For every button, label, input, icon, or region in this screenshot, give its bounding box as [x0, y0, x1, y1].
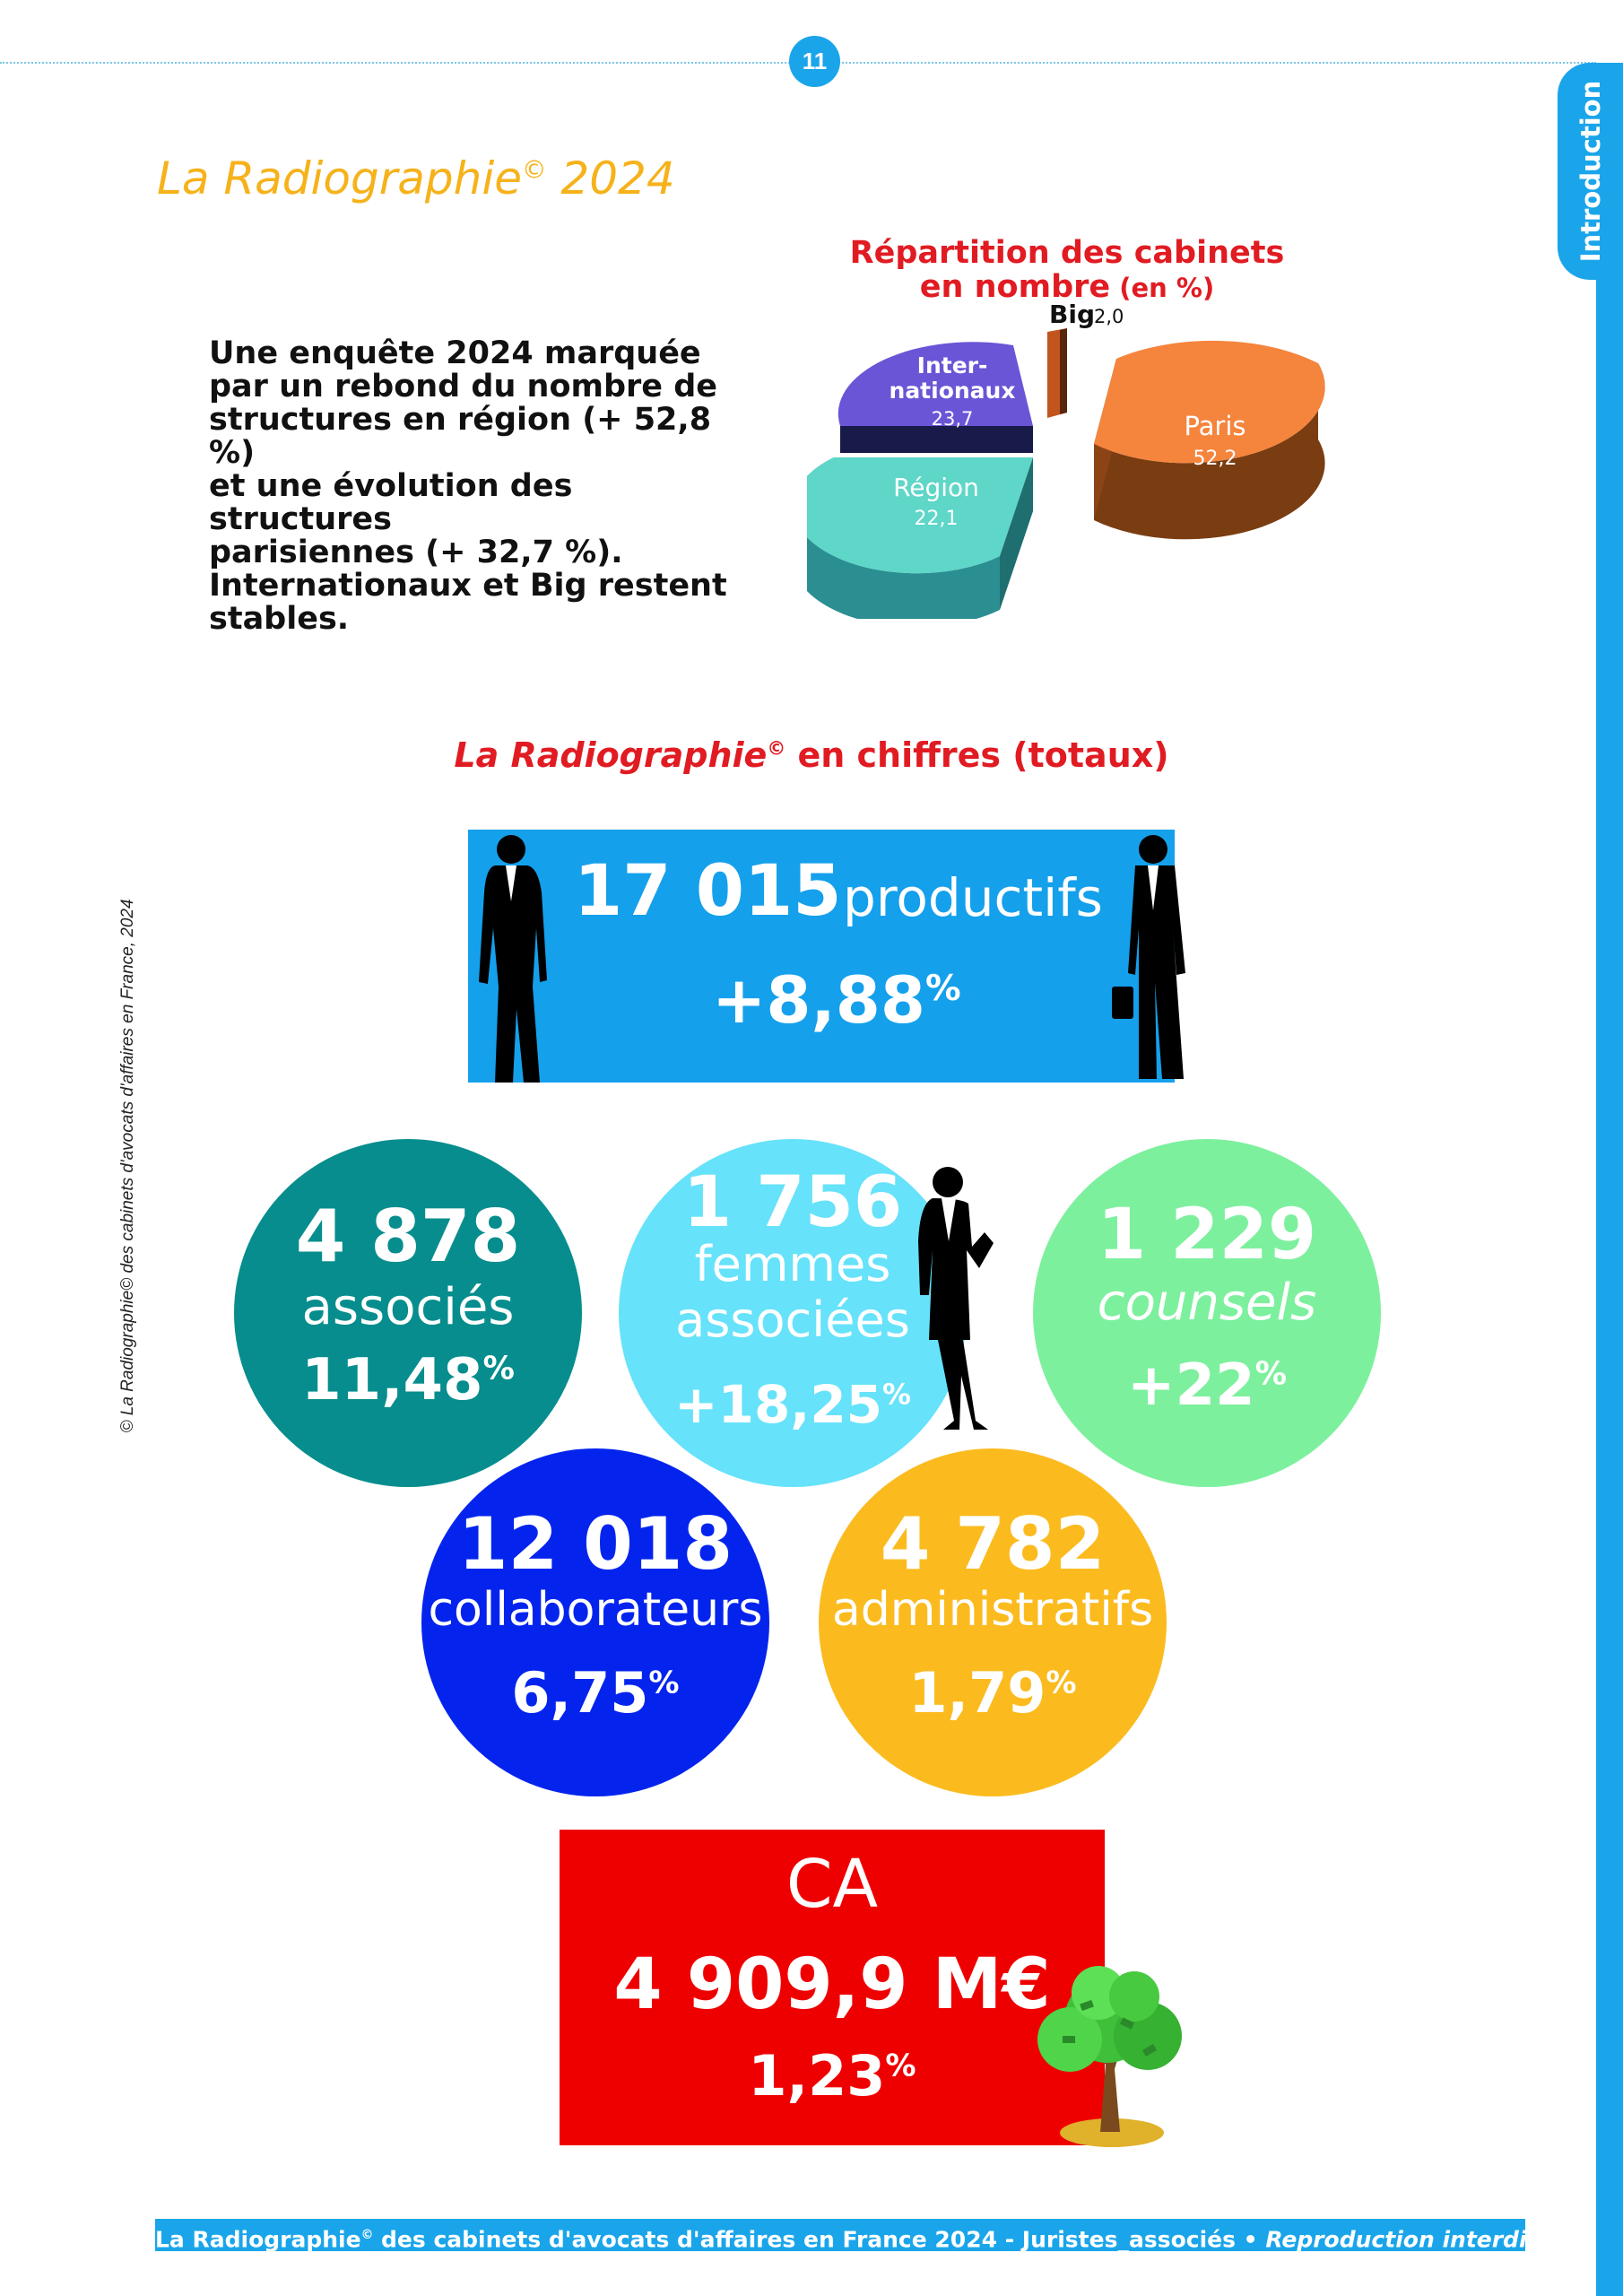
femmes-number: 1 756: [682, 1162, 903, 1243]
page-title: [157, 152, 675, 204]
page-number: 11: [789, 36, 840, 87]
counsels-number: 1 229: [1097, 1195, 1317, 1275]
administratifs-circle: [819, 1448, 1167, 1796]
intro-line: parisiennes (+ 32,7 %).: [209, 535, 623, 570]
femmes-pct-sign: %: [882, 1377, 911, 1412]
ca-pct-value: 1,23: [748, 2043, 886, 2109]
pie-value-big: 2,0: [1094, 306, 1124, 327]
administratifs-label: administratifs: [831, 1583, 1154, 1637]
counsels-pct-sign: %: [1254, 1355, 1287, 1393]
intro-line: Internationaux et Big restent: [209, 568, 727, 604]
femmes-pct-value: +18,25: [673, 1374, 883, 1435]
money-tree-icon: [1027, 1957, 1188, 2149]
counsels-pct: [1033, 1352, 1381, 1419]
chiffres-title-italic: La Radiographie: [454, 735, 768, 775]
title-copyright: ©: [522, 155, 547, 185]
collaborateurs-pct-value: 6,75: [511, 1660, 649, 1726]
footer-copyright: ©: [360, 2228, 374, 2242]
administratifs-pct-sign: %: [1046, 1665, 1077, 1701]
section-tab[interactable]: [1558, 63, 1623, 280]
pie-value-region: 22,1: [914, 508, 959, 530]
pie-title-unit: (en %): [1110, 273, 1215, 303]
ca-pct: [560, 2043, 1105, 2109]
pie-title-line1: Répartition des cabinets: [849, 235, 1285, 271]
chiffres-title: [0, 735, 1623, 775]
intro-line: par un rebond du nombre de: [209, 369, 718, 404]
productifs-number: 17 015: [574, 851, 842, 932]
intro-line: stables.: [209, 601, 350, 637]
administratifs-number: 4 782: [880, 1502, 1106, 1586]
associes-pct: [234, 1347, 582, 1413]
man-silhouette-icon: [1112, 830, 1193, 1083]
associes-pct-sign: %: [482, 1350, 515, 1387]
pie-value-paris: 52,2: [1193, 448, 1237, 470]
side-credit: © La Radiographie© des cabinets d'avocats d'affaires en France, 2024: [118, 899, 137, 1433]
administratifs-pct-value: 1,79: [908, 1660, 1046, 1726]
ca-pct-sign: %: [885, 2048, 916, 2084]
chiffres-title-rest: en chiffres (totaux): [785, 735, 1169, 775]
productifs-pct-sign: %: [924, 968, 961, 1009]
ca-label: CA: [785, 1846, 879, 1923]
collaborateurs-pct: [421, 1660, 769, 1726]
footer-bar: [155, 2219, 1553, 2253]
counsels-pct-value: +22: [1127, 1352, 1255, 1419]
associes-circle: [234, 1139, 582, 1487]
title-year: 2024: [546, 152, 675, 204]
counsels-circle: [1033, 1139, 1381, 1487]
footer-rest: des cabinets d'avocats d'affaires en France 2024 - Juristes_associés •: [373, 2226, 1266, 2253]
collaborateurs-label: collaborateurs: [428, 1583, 763, 1637]
pie-label-paris: Paris: [1184, 411, 1246, 441]
collaborateurs-pct-sign: %: [648, 1665, 680, 1701]
pie-title: [834, 236, 1300, 305]
ca-value: 4 909,9 M€: [613, 1944, 1051, 2025]
section-tab-label: Introduction: [1575, 80, 1606, 263]
pie-chart: [807, 296, 1345, 619]
chiffres-copyright: ©: [767, 737, 786, 760]
pie-title-line2: en nombre: [919, 269, 1111, 305]
pie-slice-big: [1047, 328, 1067, 418]
pie-label-region: Région: [893, 473, 979, 502]
femmes-label-2: associées: [675, 1292, 910, 1348]
administratifs-pct: [819, 1660, 1167, 1726]
intro-line: Une enquête 2024 marquée: [209, 335, 701, 371]
femmes-label-1: femmes: [694, 1236, 891, 1292]
collaborateurs-number: 12 018: [457, 1502, 733, 1586]
productifs-label: productifs: [843, 867, 1103, 928]
productifs-pct-value: +8,88: [712, 962, 925, 1038]
title-main: La Radiographie: [157, 152, 523, 204]
collaborateurs-circle: [421, 1448, 769, 1796]
associes-pct-value: 11,48: [301, 1347, 483, 1413]
pie-value-internationaux: 23,7: [931, 408, 974, 430]
intro-text: [209, 337, 747, 636]
footer-main: La Radiographie: [155, 2226, 361, 2253]
ca-box: [560, 1830, 1105, 2145]
pie-label-inter-1: Inter-: [916, 352, 988, 378]
pie-label-inter-2: nationaux: [889, 378, 1016, 404]
pie-label-big: Big: [1049, 300, 1095, 329]
associes-label: associés: [301, 1278, 515, 1336]
productifs-pct: [712, 962, 961, 1038]
woman-silhouette-icon: [468, 830, 549, 1083]
counsels-label: counsels: [1097, 1274, 1317, 1332]
footer-italic: Reproduction interdite: [1265, 2226, 1553, 2253]
intro-line: structures en région (+ 52,8 %): [209, 402, 712, 471]
femmes-circle: [619, 1139, 967, 1487]
productifs-box: [468, 830, 1175, 1083]
associes-number: 4 878: [295, 1195, 521, 1278]
businesswoman-silhouette-icon: [907, 1161, 1006, 1430]
right-edge-bar: [1596, 85, 1623, 2296]
intro-line: et une évolution des structures: [209, 468, 573, 537]
